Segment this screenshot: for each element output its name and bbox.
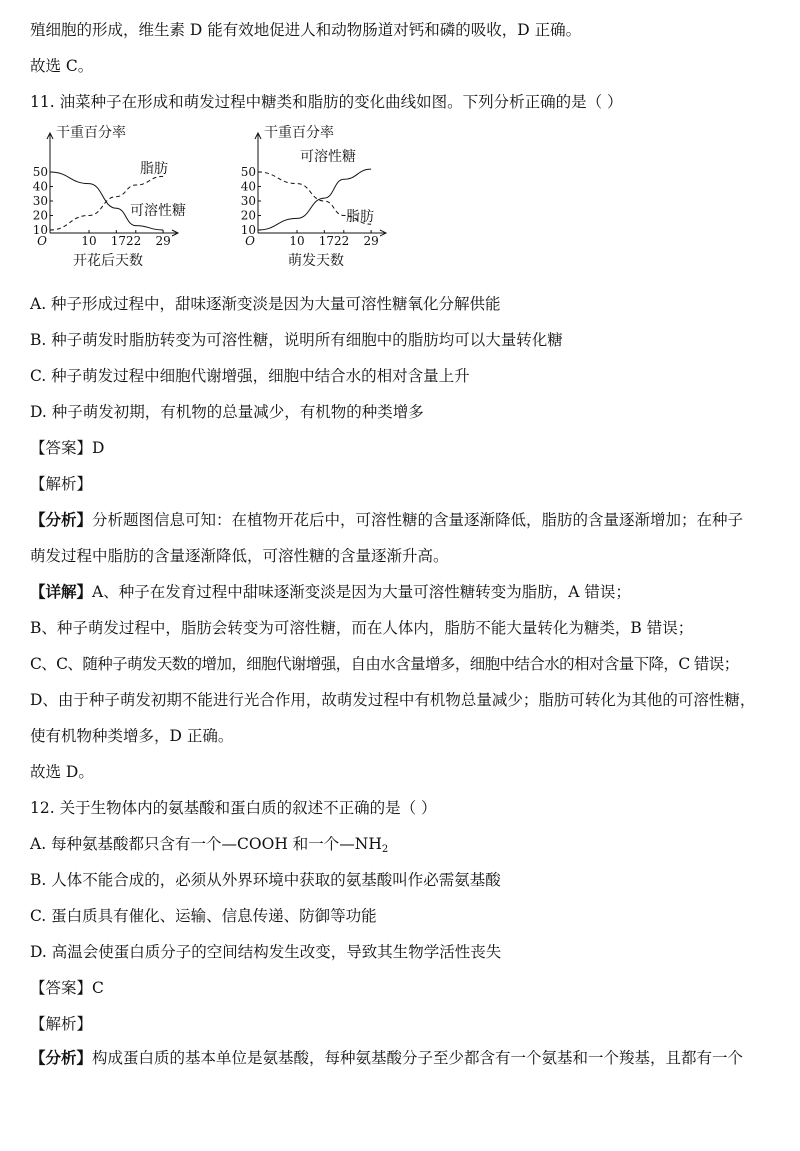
y-tick-label: 20	[240, 208, 256, 223]
analysis-tag: 【分析】	[30, 510, 93, 529]
question-12: 12. 关于生物体内的氨基酸和蛋白质的叙述不正确的是（ ）	[30, 799, 437, 817]
option-c: C. 种子萌发过程中细胞代谢增强，细胞中结合水的相对含量上升	[30, 367, 470, 385]
detail-11-d-cont: 使有机物种类增多，D 正确。	[30, 727, 234, 745]
detail-11	[30, 582, 631, 602]
analysis-11-cont: 萌发过程中脂肪的含量逐渐降低，可溶性糖的含量逐渐升高。	[30, 547, 449, 565]
answer-11: 【答案】D	[30, 439, 105, 457]
x-tick-label: 10	[81, 234, 97, 248]
series-label: 脂肪	[346, 209, 374, 225]
origin-label: O	[245, 234, 255, 248]
line-1: 殖细胞的形成，维生素 D 能有效地促进人和动物肠道对钙和磷的吸收，D 正确。	[30, 21, 582, 39]
analysis-12	[30, 1048, 743, 1068]
q12-option-c: C. 蛋白质具有催化、运输、信息传递、防御等功能	[30, 907, 377, 925]
y-tick-label: 30	[240, 194, 256, 208]
x-tick-label: 1722	[318, 234, 350, 248]
x-axis-label: 萌发天数	[288, 253, 344, 269]
y-tick-label: 10	[240, 223, 256, 237]
series-label: 脂肪	[140, 161, 168, 177]
origin-label: O	[37, 234, 47, 248]
jiexi-12: 【解析】	[30, 1015, 93, 1033]
q12-option-a	[30, 834, 388, 860]
answer-12: 【答案】C	[30, 979, 104, 997]
y-tick-label: 40	[240, 179, 256, 194]
series-label: 可溶性糖	[300, 149, 356, 165]
y-tick-label: 10	[32, 223, 48, 237]
subscript-2: 2	[381, 844, 389, 855]
question-11: 11. 油菜种子在形成和萌发过程中糖类和脂肪的变化曲线如图。下列分析正确的是（ ）	[30, 93, 623, 111]
line-2: 故选 C。	[30, 57, 94, 75]
x-tick-label: 29	[363, 234, 379, 248]
detail-11-b: B、种子萌发过程中，脂肪会转变为可溶性糖，而在人体内，脂肪不能大量转化为糖类，B 错误；	[30, 619, 694, 637]
y-tick-label: 40	[32, 179, 48, 194]
x-axis-label: 开花后天数	[73, 253, 143, 269]
y-axis-label: 干重百分率	[264, 125, 334, 141]
detail-tag: 【详解】	[30, 582, 93, 601]
q12-option-b: B. 人体不能合成的，必须从外界环境中获取的氨基酸叫作必需氨基酸	[30, 871, 501, 889]
y-tick-label: 20	[32, 208, 48, 223]
option-d: D. 种子萌发初期，有机物的总量减少，有机物的种类增多	[30, 403, 424, 421]
option-a: A. 种子形成过程中，甜味逐渐变淡是因为大量可溶性糖氧化分解供能	[30, 295, 501, 313]
q12-option-a-text: A. 每种氨基酸都只含有一个—COOH 和一个—NH	[30, 835, 382, 853]
y-tick-label: 30	[32, 194, 48, 208]
detail-11-c: C、C、随种子萌发天数的增加，细胞代谢增强，自由水含量增多，细胞中结合水的相对含量下降，C 错误；	[30, 655, 739, 673]
option-b: B. 种子萌发时脂肪转变为可溶性糖，说明所有细胞中的脂肪均可以大量转化糖	[30, 331, 563, 349]
analysis-12-tag: 【分析】	[30, 1048, 93, 1067]
chart-right	[236, 125, 416, 275]
analysis-text: 分析题图信息可知：在植物开花后中，可溶性糖的含量逐渐降低，脂肪的含量逐渐增加；在种子	[92, 511, 744, 529]
series-label: 可溶性糖	[130, 203, 186, 219]
jiexi-11: 【解析】	[30, 475, 93, 493]
x-tick-label: 1722	[110, 234, 142, 248]
analysis-11	[30, 510, 743, 530]
analysis-12-text: 构成蛋白质的基本单位是氨基酸，每种氨基酸分子至少都含有一个氨基和一个羧基，且都有一个	[92, 1049, 744, 1067]
chart-left	[28, 125, 208, 275]
x-tick-label: 29	[155, 234, 171, 248]
x-tick-label: 10	[289, 234, 305, 248]
figure-right	[236, 125, 416, 279]
y-tick-label: 50	[240, 165, 256, 179]
detail-text: A、种子在发育过程中甜味逐渐变淡是因为大量可溶性糖转变为脂肪，A 错误；	[92, 583, 631, 601]
choose-11: 故选 D。	[30, 763, 94, 781]
detail-11-d: D、由于种子萌发初期不能进行光合作用，故萌发过程中有机物总量减少；脂肪可转化为其他的可溶性糖，	[30, 691, 756, 709]
q12-option-d: D. 高温会使蛋白质分子的空间结构发生改变，导致其生物学活性丧失	[30, 943, 502, 961]
figure-left	[28, 125, 208, 279]
y-tick-label: 50	[32, 165, 48, 179]
y-axis-label: 干重百分率	[56, 125, 126, 141]
